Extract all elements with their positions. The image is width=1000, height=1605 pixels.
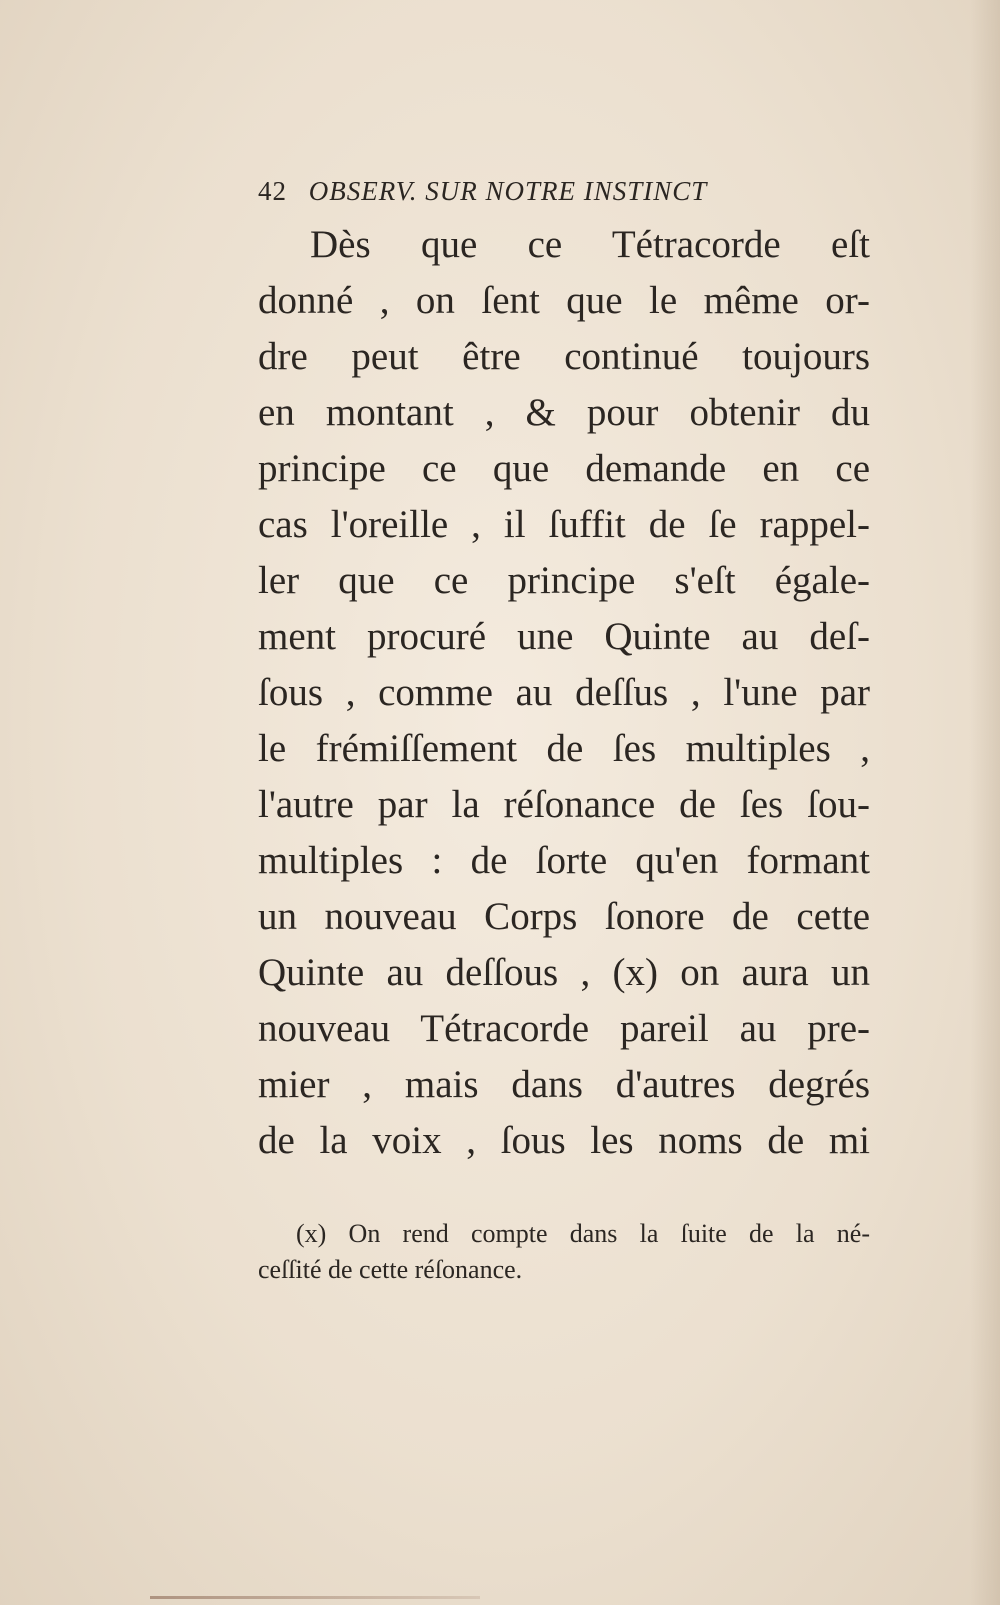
running-title: OBSERV. SUR NOTRE INSTINCT (308, 176, 708, 206)
text-line: ler que ce principe s'eſt égale- (258, 559, 870, 602)
page-bottom-edge (150, 1596, 480, 1599)
footnote (258, 1216, 870, 1288)
text-line: donné , on ſent que le même or- (258, 279, 870, 322)
text-line: multiples : de ſorte qu'en formant (258, 839, 870, 882)
text-line: l'autre par la réſonance de ſes ſou- (258, 783, 870, 826)
text-line: ment procuré une Quinte au deſ- (258, 615, 870, 658)
text-line: ſous , comme au deſſus , l'une par (258, 671, 870, 714)
footnote-line: (x) On rend compte dans la ſuite de la né- (296, 1219, 870, 1248)
text-line: nouveau Tétracorde pareil au pre- (258, 1007, 870, 1050)
text-line: en montant , & pour obtenir du (258, 391, 870, 434)
page-number: 42 (258, 176, 287, 206)
text-line: cas l'oreille , il ſuffit de ſe rappel- (258, 503, 870, 546)
text-line: mier , mais dans d'autres degrés (258, 1063, 870, 1106)
text-line: Dès que ce Tétracorde eſt (310, 223, 870, 266)
body-text (258, 217, 870, 1169)
text-line: de la voix , ſous les noms de mi (258, 1119, 870, 1162)
running-header (258, 176, 803, 216)
text-line: un nouveau Corps ſonore de cette (258, 895, 870, 938)
text-line: le frémiſſement de ſes multiples , (258, 727, 870, 770)
footnote-line: ceſſité de cette réſonance. (258, 1255, 523, 1284)
text-line: principe ce que demande en ce (258, 447, 870, 490)
text-line: dre peut être continué toujours (258, 335, 870, 378)
page-gutter-shadow (970, 0, 1000, 1605)
text-line: Quinte au deſſous , (x) on aura un (258, 951, 870, 994)
